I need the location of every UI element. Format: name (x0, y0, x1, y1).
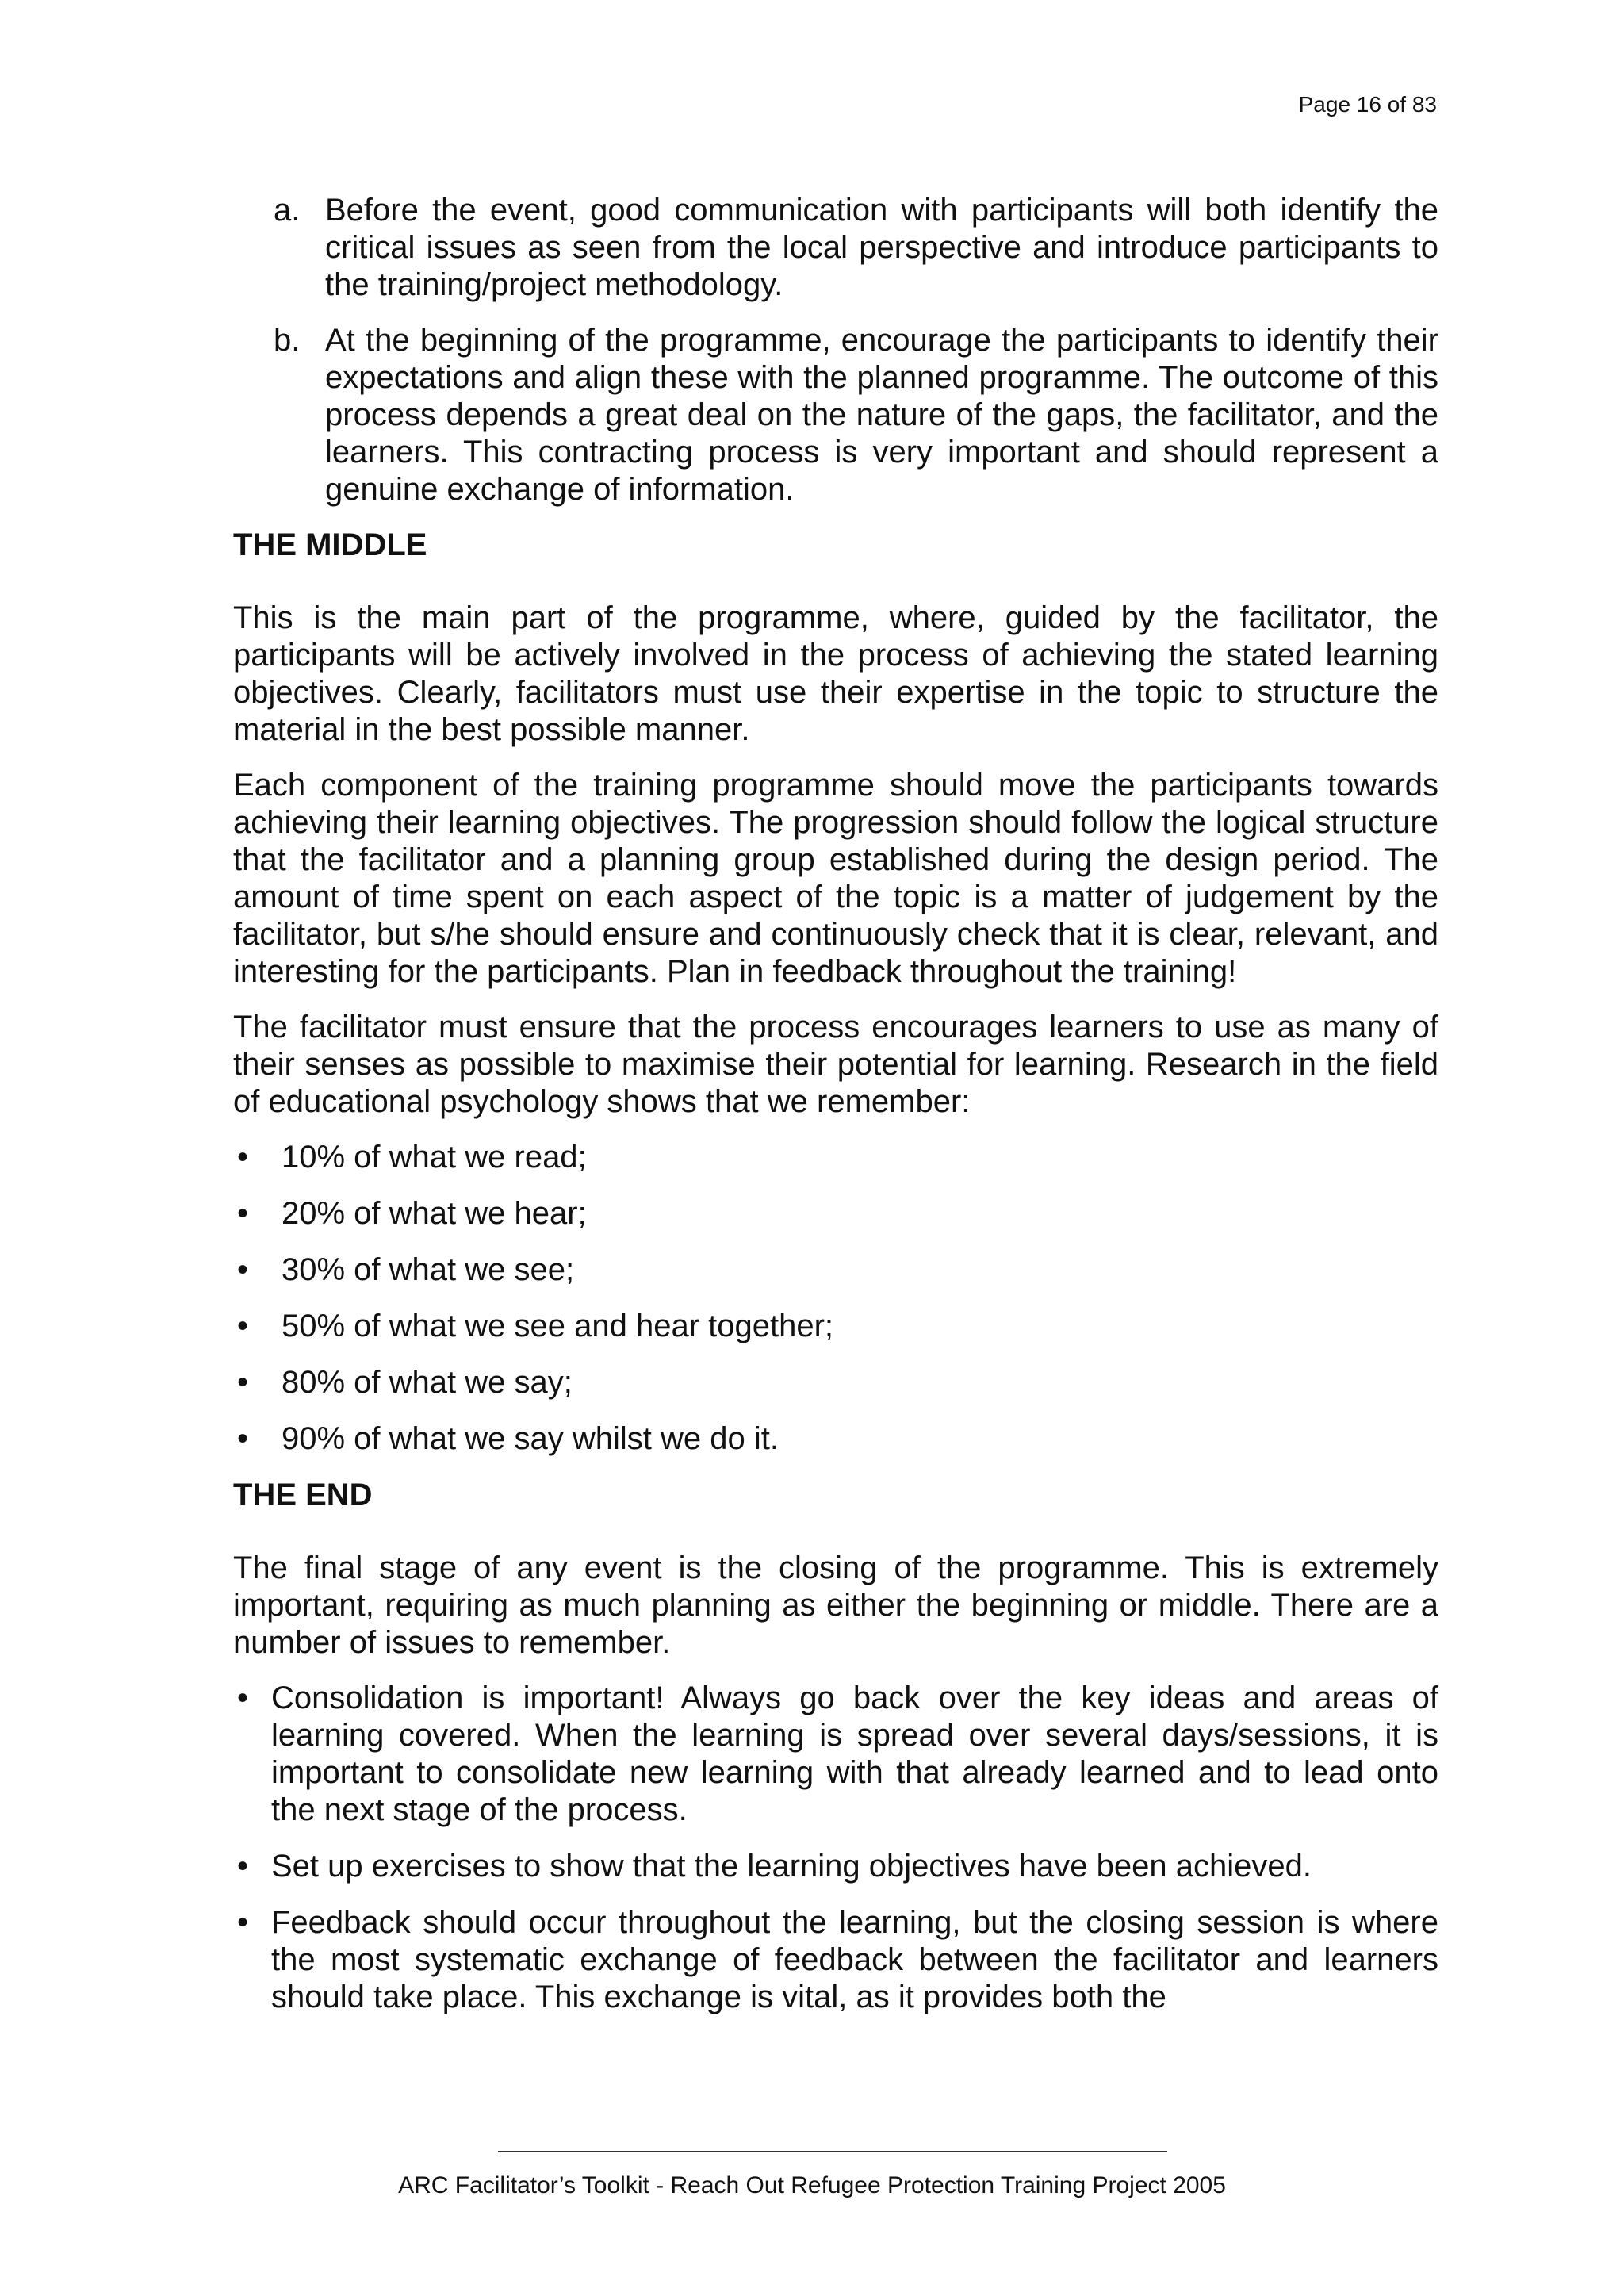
section-heading-middle: THE MIDDLE (233, 527, 427, 562)
list-item-text: At the beginning of the programme, encourage the participants to identify their expectations and align these with the planned programme. The outcome of this process depends a great deal on the nature of the gaps, the facilitator, and the learners. This contracting process is very important and should represent a genuine exchange of information. (325, 323, 1438, 507)
list-item-text: 80% of what we say; (282, 1365, 573, 1400)
bullet-icon: • (237, 1849, 249, 1884)
list-item (233, 1308, 1438, 1345)
paragraph: This is the main part of the programme, where, guided by the facilitator, the participants will be actively involved in the process of achieving the stated learning objectives. Clearly, facilitators must use their expertise in the topic to structure the material in the best possible manner. (233, 600, 1438, 747)
list-item-text: 90% of what we say whilst we do it. (282, 1421, 779, 1456)
list-item-text: 20% of what we hear; (282, 1196, 587, 1231)
list-marker: b. (274, 323, 301, 358)
list-item-text: 50% of what we see and hear together; (282, 1309, 834, 1343)
list-item (233, 322, 1438, 508)
paragraph: The final stage of any event is the closing of the programme. This is extremely important, requiring as much planning as either the beginning or middle. There are a number of issues to remember. (233, 1550, 1438, 1660)
bullet-icon: • (237, 1309, 249, 1343)
list-item-text: Set up exercises to show that the learning objectives have been achieved. (271, 1849, 1312, 1884)
list-item (233, 1680, 1438, 1829)
list-item (233, 1848, 1438, 1885)
document-body (233, 192, 1438, 2035)
bullet-icon: • (237, 1905, 249, 1940)
list-item (233, 1420, 1438, 1458)
intro-list (233, 192, 1438, 508)
bullet-icon: • (237, 1365, 249, 1400)
list-item-text: Before the event, good communication with participants will both identify the critical issues as seen from the local perspective and introduce participants to the training/project methodology. (325, 193, 1438, 302)
list-marker: a. (274, 193, 301, 228)
footer-divider (498, 2151, 1167, 2152)
list-item-text: Feedback should occur throughout the learning, but the closing session is where the most systematic exchange of feedback between the facilitator and learners should take place. This exchange is vital, as it provides both the (271, 1905, 1438, 2014)
list-item (233, 1139, 1438, 1176)
list-item-text: Consolidation is important! Always go back over the key ideas and areas of learning covered. When the learning is spread over several days/sessions, it is important to consolidate new learning with that already learned and to lead onto the next stage of the process. (271, 1681, 1438, 1827)
list-item-text: 30% of what we see; (282, 1252, 575, 1287)
bullet-icon: • (237, 1196, 249, 1231)
remember-list (233, 1139, 1438, 1458)
list-item (233, 1251, 1438, 1289)
paragraph: Each component of the training programme should move the participants towards achieving their learning objectives. The progression should follow the logical structure that the facilitator and a planning group established during the design period. The amount of time spent on each aspect of the topic is a matter of judgement by the facilitator, but s/he should ensure and continuously check that it is clear, relevant, and interesting for the participants. Plan in feedback throughout the training! (233, 768, 1438, 989)
list-item (233, 1364, 1438, 1401)
list-item (233, 192, 1438, 304)
list-item (233, 1195, 1438, 1232)
bullet-icon: • (237, 1252, 249, 1287)
bullet-icon: • (237, 1421, 249, 1456)
page-number: Page 16 of 83 (1298, 92, 1437, 117)
bullet-icon: • (237, 1681, 249, 1715)
paragraph: The facilitator must ensure that the process encourages learners to use as many of their senses as possible to maximise their potential for learning. Research in the field of educational psychology shows that we remember: (233, 1010, 1438, 1119)
footer-text: ARC Facilitator’s Toolkit - Reach Out Refugee Protection Training Project 2005 (398, 2172, 1226, 2198)
bullet-icon: • (237, 1140, 249, 1175)
section-heading-end: THE END (233, 1478, 373, 1512)
issues-list (233, 1680, 1438, 2016)
list-item (233, 1904, 1438, 2016)
list-item-text: 10% of what we read; (282, 1140, 587, 1175)
